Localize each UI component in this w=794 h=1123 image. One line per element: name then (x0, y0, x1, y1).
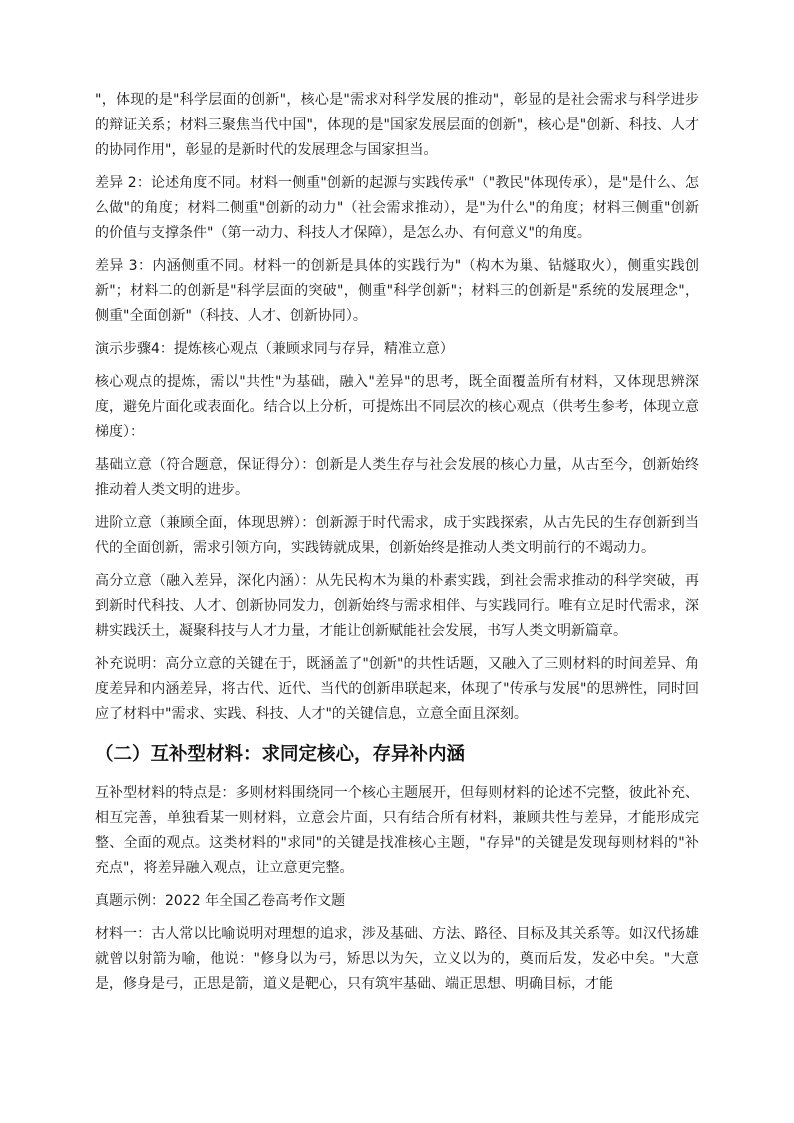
paragraph-advanced-thesis: 进阶立意（兼顾全面，体现思辨）：创新源于时代需求，成于实践探索，从古先民的生存创新到当代的全面创新，需求引领方向，实践铸就成果，创新始终是推动人类文明前行的不竭动力。 (95, 515, 699, 556)
paragraph-high-score-thesis: 高分立意（融入差异，深化内涵）：从先民构木为巢的朴素实践，到社会需求推动的科学突破，再到新时代科技、人才、创新协同发力，创新始终与需求相伴、与实践同行。唯有立足时代需求，深耕实践沃土，凝聚科技与人才力量，才能让创新赋能社会发展，书写人类文明新篇章。 (95, 573, 699, 639)
paragraph-difference-2: 差异 2：论述角度不同。材料一侧重"创新的起源与实践传承"（"教民"体现传承），是"是什么、怎么做"的角度；材料二侧重"创新的动力"（社会需求推动），是"为什么"的角度；材料三侧重"创新的价值与支撑条件"（第一动力、科技人才保障），是怎么办、有何意义"的角度。 (95, 175, 699, 241)
paragraph-supplementary-note: 补充说明：高分立意的关键在于，既涵盖了"创新"的共性话题，又融入了三则材料的时间差异、角度差异和内涵差异，将古代、近代、当代的创新串联起来，体现了"传承与发展"的思辨性，同时回应了材料中"需求、实践、科技、人才"的关键信息，立意全面且深刻。 (95, 656, 699, 722)
paragraph-example-title: 真题示例：2022 年全国乙卷高考作文题 (95, 893, 346, 909)
paragraph-complementary-intro: 互补型材料的特点是：多则材料围绕同一个核心主题展开，但每则材料的论述不完整，彼此补充、相互完善，单独看某一则材料，立意会片面，只有结合所有材料，兼顾共性与差异，才能形成完整、全面的观点。这类材料的"求同"的关键是找准核心主题，"存异"的关键是发现每则材料的"补充点"，将差异融入观点，让立意更完整。 (95, 785, 699, 876)
paragraph-step-4-title: 演示步骤4：提炼核心观点（兼顾求同与存异，精准立意） (95, 341, 454, 357)
paragraph-basic-thesis: 基础立意（符合题意，保证得分）：创新是人类生存与社会发展的核心力量，从古至今，创新始终推动着人类文明的进步。 (95, 457, 699, 498)
paragraph-difference-1-end: "，体现的是"科学层面的创新"，核心是"需求对科学发展的推动"，彰显的是社会需求与科学进步的辩证关系；材料三聚焦当代中国"，体现的是"国家发展层面的创新"，核心是"创新、科技、人才的协同作用"，彰显的是新时代的发展理念与国家担当。 (95, 92, 699, 158)
paragraph-core-view-intro: 核心观点的提炼，需以"共性"为基础，融入"差异"的思考，既全面覆盖所有材料，又体现思辨深度，避免片面化或表面化。结合以上分析，可提炼出不同层次的核心观点（供考生参考，体现立意梯度）： (95, 374, 699, 440)
paragraph-material-one: 材料一：古人常以比喻说明对理想的追求，涉及基础、方法、路径、目标及其关系等。如汉代扬雄就曾以射箭为喻，他说："修身以为弓，矫思以为矢，立义以为的，奠而后发，发必中矣。"大意是，修身是弓，正思是箭，道义是靶心，只有筑牢基础、端正思想、明确目标，才能 (95, 926, 699, 992)
section-heading: （二）互补型材料：求同定核心，存异补内涵 (95, 744, 466, 765)
paragraph-difference-3: 差异 3：内涵侧重不同。材料一的创新是具体的实践行为"（构木为巢、钻燧取火），侧重实践创新"；材料二的创新是"科学层面的突破"，侧重"科学创新"；材料三的创新是"系统的发展理念"，侧重"全面创新"（科技、人才、创新协同）。 (95, 258, 699, 324)
